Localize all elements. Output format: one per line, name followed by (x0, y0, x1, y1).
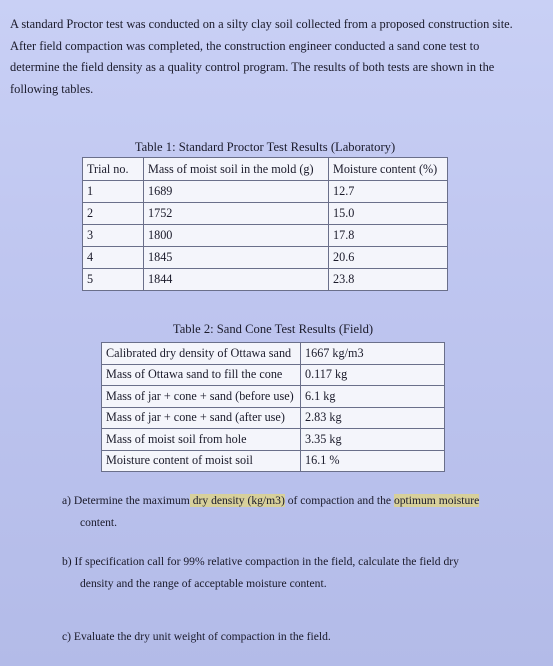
table-cell: 2.83 kg (301, 407, 445, 429)
table-cell: 1844 (144, 269, 329, 291)
question-a-continuation: content. (80, 516, 118, 529)
table-cell: Calibrated dry density of Ottawa sand (102, 343, 301, 365)
table-cell: 16.1 % (301, 450, 445, 472)
table-cell: 1752 (144, 203, 329, 225)
table-row (102, 343, 445, 365)
table-cell: 5 (83, 269, 144, 291)
question-c-text: c) Evaluate the dry unit weight of compaction in the field. (62, 630, 331, 643)
table-cell: 15.0 (329, 203, 448, 225)
question-b-continuation: density and the range of acceptable moisture content. (80, 577, 327, 590)
table-cell: 23.8 (329, 269, 448, 291)
table-row (83, 181, 448, 203)
table-cell: 3 (83, 225, 144, 247)
table-cell: 20.6 (329, 247, 448, 269)
question-a-text: of compaction and the (284, 494, 394, 507)
table2-caption: Table 2: Sand Cone Test Results (Field) (172, 322, 374, 336)
table-cell: 1667 kg/m3 (301, 343, 445, 365)
table-cell: Mass of moist soil from hole (102, 429, 301, 451)
table-cell: 12.7 (329, 181, 448, 203)
table-row (83, 269, 448, 291)
highlighted-text: dry density (kg/m3) (189, 494, 285, 507)
highlighted-text: optimum moisture (393, 494, 480, 507)
table-cell: 0.117 kg (301, 364, 445, 386)
table-header-row (83, 158, 448, 181)
table1-caption: Table 1: Standard Proctor Test Results (Laboratory) (134, 140, 396, 154)
table-cell: 1845 (144, 247, 329, 269)
table-cell: 3.35 kg (301, 429, 445, 451)
table-row (83, 225, 448, 247)
table-cell: 4 (83, 247, 144, 269)
table-row (83, 203, 448, 225)
table-row (102, 450, 445, 472)
question-a-text: a) Determine the maximum (62, 494, 190, 507)
question-b-text: b) If specification call for 99% relative compaction in the field, calculate the field dry (62, 555, 459, 568)
table-row (102, 364, 445, 386)
table-row (102, 429, 445, 451)
table-cell: 2 (83, 203, 144, 225)
problem-statement: A standard Proctor test was conducted on a silty clay soil collected from a proposed construction site. After field compaction was completed, the construction engineer conducted a sand cone test to determine the field density as a quality control program. The results of both tests are shown in the following tables. (10, 17, 513, 96)
table-cell: Mass of Ottawa sand to fill the cone (102, 364, 301, 386)
table-cell: Moisture content of moist soil (102, 450, 301, 472)
table-cell: 1 (83, 181, 144, 203)
table-cell: Mass of jar + cone + sand (after use) (102, 407, 301, 429)
question-b (62, 551, 542, 595)
table-cell: 6.1 kg (301, 386, 445, 408)
table-cell: 17.8 (329, 225, 448, 247)
column-header: Mass of moist soil in the mold (g) (144, 158, 329, 181)
column-header: Trial no. (83, 158, 144, 181)
table-cell: 1689 (144, 181, 329, 203)
table-cell: Mass of jar + cone + sand (before use) (102, 386, 301, 408)
table-row (102, 407, 445, 429)
proctor-results-table (82, 157, 448, 291)
table-row (83, 247, 448, 269)
question-c (62, 626, 542, 648)
sand-cone-results-table (101, 342, 445, 472)
table-cell: 1800 (144, 225, 329, 247)
column-header: Moisture content (%) (329, 158, 448, 181)
question-a (62, 490, 542, 534)
table-row (102, 386, 445, 408)
